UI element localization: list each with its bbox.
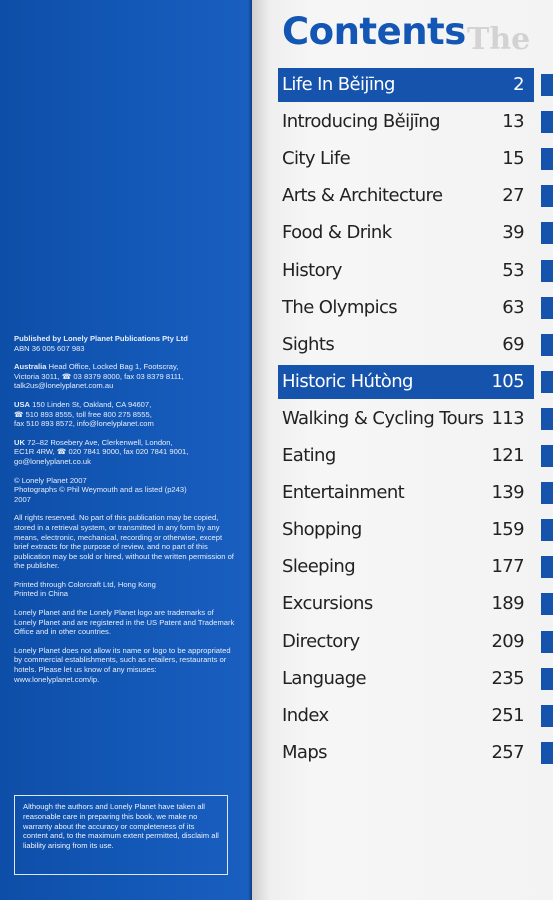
toc-entry-page-number: 121 — [491, 445, 524, 466]
toc-entry — [278, 476, 534, 510]
toc-entry-page-number: 39 — [502, 222, 524, 243]
section-edge-tab — [541, 111, 553, 133]
toc-entry — [278, 142, 534, 176]
toc-entry-page-number: 209 — [491, 631, 524, 652]
toc-entry-label: Walking & Cycling Tours — [282, 408, 484, 429]
toc-entry-page-number: 15 — [502, 148, 524, 169]
toc-entry-page-number: 69 — [502, 334, 524, 355]
toc-entry-page-number: 2 — [513, 74, 524, 95]
show-through-text: The — [467, 22, 531, 57]
section-edge-tab — [541, 519, 553, 541]
toc-entry-label: The Olympics — [282, 297, 398, 318]
toc-entry-page-number: 13 — [502, 111, 524, 132]
section-edge-tab — [541, 668, 553, 690]
toc-entry-page-number: 139 — [491, 482, 524, 503]
toc-entry — [278, 439, 534, 473]
office-uk — [14, 438, 236, 467]
toc-entry — [278, 402, 534, 436]
office-address: 72–82 Rosebery Ave, Clerkenwell, London, EC1R 4RW, ☎ 020 7841 9000, fax 020 7841 9001, go@lonelyplanet.co.uk — [14, 437, 189, 466]
toc-entry — [278, 105, 534, 139]
toc-entry — [278, 587, 534, 621]
publisher-info — [14, 334, 236, 353]
toc-entry-label: Eating — [282, 445, 336, 466]
toc-entry — [278, 662, 534, 696]
logo-notice: Lonely Planet does not allow its name or logo to be appropriated by commercial establishments, such as retailers, restaurants or hotels. Please let us know of any misuses: www.lonelyplanet.com/ip. — [14, 645, 231, 684]
section-edge-tab — [541, 482, 553, 504]
section-edge-tab — [541, 445, 553, 467]
printed-info: Printed through Colorcraft Ltd, Hong Kong Printed in China — [14, 579, 156, 599]
rights-notice: All rights reserved. No part of this publication may be copied, stored in a retrieval system, or transmitted in any form by any means, electronic, mechanical, recording or otherwise, except brief extracts for the purpose of review, and no part of this publication may be sold or hired, without the written permission of the publisher. — [14, 513, 234, 571]
toc-entry-label: Sleeping — [282, 556, 356, 577]
section-edge-tab — [541, 593, 553, 615]
toc-entry-page-number: 27 — [502, 185, 524, 206]
left-page — [0, 0, 252, 900]
toc-entry-page-number: 63 — [502, 297, 524, 318]
copyright: © Lonely Planet 2007 Photographs © Phil Weymouth and as listed (p243) 2007 — [14, 475, 187, 504]
toc-entry — [278, 513, 534, 547]
publisher-name: Published by Lonely Planet Publications Pty Ltd — [14, 334, 188, 343]
section-edge-tab — [541, 260, 553, 282]
toc-entry-label: Sights — [282, 334, 335, 355]
toc-entry-page-number: 53 — [502, 260, 524, 281]
toc-entry-label: Language — [282, 668, 367, 689]
toc-entry-page-number: 113 — [491, 408, 524, 429]
toc-entry-label: Life In Běijīng — [282, 74, 395, 95]
toc-entry-label: Maps — [282, 742, 327, 763]
disclaimer-box: Although the authors and Lonely Planet have taken all reasonable care in preparing this book, we make no warranty about the accuracy or completeness of its content and, to the maximum extent permitted, disclaim all liability arising from its use. — [14, 795, 228, 875]
toc-entry-page-number: 105 — [491, 371, 524, 392]
section-edge-tab — [541, 371, 553, 393]
office-usa — [14, 400, 236, 429]
toc-entry-page-number: 159 — [491, 519, 524, 540]
toc-entry — [278, 365, 534, 399]
toc-entry-label: History — [282, 260, 342, 281]
toc-entry-page-number: 235 — [491, 668, 524, 689]
imprint-block — [14, 334, 236, 693]
toc-entry-label: Introducing Běijīng — [282, 111, 440, 132]
office-region: USA — [14, 399, 31, 409]
toc-entry — [278, 736, 534, 770]
section-edge-tab — [541, 74, 553, 96]
publisher-abn: ABN 36 005 607 983 — [14, 343, 85, 353]
section-edge-tab — [541, 556, 553, 578]
section-edge-tab — [541, 408, 553, 430]
section-edge-tab — [541, 297, 553, 319]
office-address: Head Office, Locked Bag 1, Footscray, Victoria 3011, ☎ 03 8379 8000, fax 03 8379 8111, talk2us@lonelyplanet.com.au — [14, 362, 184, 391]
toc-entry — [278, 625, 534, 659]
toc-entry — [278, 68, 534, 102]
section-edge-tab — [541, 705, 553, 727]
office-region: UK — [14, 437, 25, 447]
toc-entry-label: Historic Hútòng — [282, 371, 413, 392]
toc-entry — [278, 179, 534, 213]
office-australia — [14, 362, 236, 391]
toc-entry — [278, 254, 534, 288]
toc-entry-label: Excursions — [282, 593, 373, 614]
toc-entry-label: Directory — [282, 631, 360, 652]
toc-entry — [278, 216, 534, 250]
toc-entry — [278, 328, 534, 362]
section-edge-tab — [541, 222, 553, 244]
section-edge-tab — [541, 742, 553, 764]
page-title: Contents — [282, 10, 466, 53]
toc-entry-page-number: 251 — [491, 705, 524, 726]
toc-entry-page-number: 177 — [491, 556, 524, 577]
toc-entry-label: City Life — [282, 148, 351, 169]
office-region: Australia — [14, 362, 47, 372]
section-edge-tab — [541, 148, 553, 170]
section-edge-tab — [541, 631, 553, 653]
section-edge-tab — [541, 185, 553, 207]
section-edge-tab — [541, 334, 553, 356]
toc-entry-page-number: 257 — [491, 742, 524, 763]
toc-entry-label: Index — [282, 705, 329, 726]
toc-entry-label: Food & Drink — [282, 222, 392, 243]
toc-entry — [278, 550, 534, 584]
toc-entry-label: Shopping — [282, 519, 362, 540]
trademark-notice: Lonely Planet and the Lonely Planet logo are trademarks of Lonely Planet and are registered in the US Patent and Trademark Office and in other countries. — [14, 608, 235, 637]
toc-entry-page-number: 189 — [491, 593, 524, 614]
toc-entry — [278, 291, 534, 325]
toc-entry-label: Entertainment — [282, 482, 405, 503]
toc-entry — [278, 699, 534, 733]
toc-entry-label: Arts & Architecture — [282, 185, 443, 206]
office-address: 150 Linden St, Oakland, CA 94607, ☎ 510 893 8555, toll free 800 275 8555, fax 510 893 8572, info@lonelyplanet.com — [14, 399, 154, 429]
